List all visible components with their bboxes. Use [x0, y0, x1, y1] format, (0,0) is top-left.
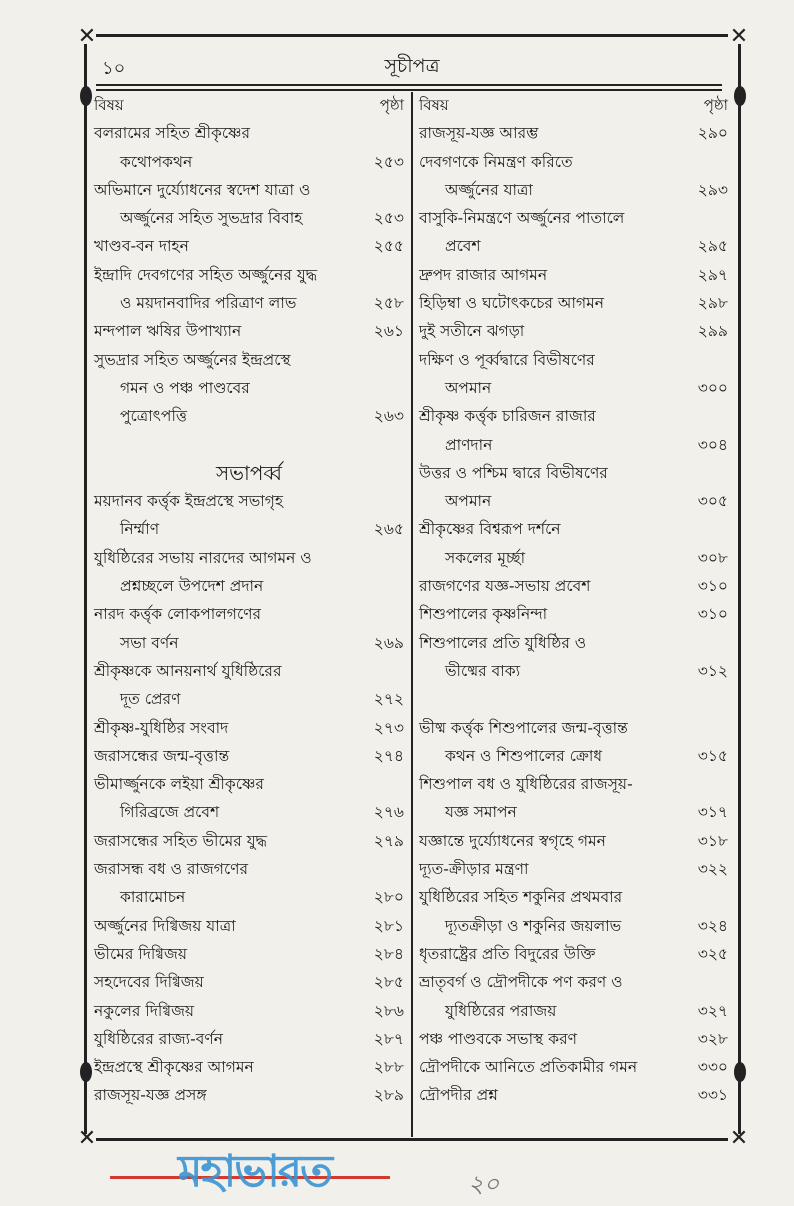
entry-title: রাজগণের যজ্ঞ-সভায় প্রবেশ	[419, 577, 591, 596]
entry-page-number: ২৯৫	[697, 237, 728, 256]
contents-entry	[92, 1053, 406, 1081]
handwritten-page-note: ২০	[468, 1170, 500, 1198]
entry-title: ভ্রাতৃবর্গ ও দ্রৌপদীকে পণ করণ ও	[419, 973, 623, 992]
watermark-logo	[150, 1146, 370, 1200]
entry-title: ইন্দ্রাদি দেবগণের সহিত অর্জ্জুনের যুদ্ধ	[94, 265, 318, 284]
entry-title: শ্রীকৃষ্ণকে আনয়নার্থ যুধিষ্ঠিরের	[94, 661, 282, 680]
entry-page-number: ৩০৫	[697, 492, 728, 511]
entry-title: নকুলের দিগ্বিজয়	[94, 1001, 195, 1020]
border-knob-icon	[80, 1062, 92, 1082]
entry-title: শিশুপালের প্রতি যুধিষ্ঠির ও	[419, 633, 587, 652]
contents-entry	[417, 374, 730, 402]
entry-title: দ্রৌপদীর প্রশ্ন	[419, 1086, 498, 1105]
contents-entry	[92, 119, 406, 147]
entry-title: ভীষ্মের বাক্য	[445, 661, 521, 680]
entry-page-number: ২৮১	[373, 916, 404, 935]
blank-line	[417, 685, 730, 713]
contents-entry	[417, 317, 730, 345]
contents-entry	[417, 1025, 730, 1053]
entry-title: ভীমের দিগ্বিজয়	[94, 944, 188, 963]
contents-entry	[417, 912, 730, 940]
contents-entry	[417, 629, 730, 657]
subject-header: বিষয়	[94, 96, 124, 114]
entry-title: দ্যূত-ক্রীড়ার মন্ত্রণা	[419, 860, 529, 879]
contents-entry	[417, 204, 730, 232]
entry-title: দ্রৌপদীকে আনিতে প্রতিকামীর গমন	[419, 1058, 638, 1077]
contents-entry	[92, 1081, 406, 1109]
subject-header: বিষয়	[419, 96, 449, 114]
contents-entry	[417, 855, 730, 883]
entry-page-number: ২৬৫	[373, 520, 404, 539]
entry-title: কথোপকথন	[120, 152, 193, 171]
entry-page-number: ২৮৫	[373, 973, 404, 992]
entry-page-number: ৩১৭	[697, 803, 728, 822]
entry-title: সুভদ্রার সহিত অর্জ্জুনের ইন্দ্রপ্রস্থে	[94, 350, 291, 369]
entry-page-number: ৩২২	[697, 860, 728, 879]
entry-page-number: ২৮৯	[373, 1086, 404, 1105]
entry-page-number: ২৯৮	[697, 294, 728, 313]
entry-title: জরাসন্ধ বধ ও রাজগণের	[94, 860, 249, 879]
border-bottom	[96, 1138, 728, 1141]
contents-entry	[417, 487, 730, 515]
corner-ornament-icon: ✕	[729, 24, 749, 49]
header-rule	[96, 84, 722, 86]
entry-title: সভাপর্ব্ব	[215, 460, 283, 485]
entry-title: জরাসন্ধের জন্ম-বৃত্তান্ত	[94, 746, 230, 765]
column-header	[417, 91, 730, 119]
entry-page-number: ২৮৪	[373, 944, 404, 963]
section-heading	[92, 459, 406, 487]
entry-page-number: ২৭৯	[373, 831, 404, 850]
entry-title: শিশুপালের কৃষ্ণনিন্দা	[419, 605, 548, 624]
contents-column-right	[417, 91, 730, 1110]
contents-entry	[417, 1053, 730, 1081]
entry-title: শ্রীকৃষ্ণের বিশ্বরূপ দর্শনে	[419, 520, 561, 539]
entry-page-number: ২৭৪	[373, 746, 404, 765]
contents-entry	[92, 855, 406, 883]
contents-entry	[417, 289, 730, 317]
blank-line	[92, 431, 406, 459]
entry-title: রাজসূয়-যজ্ঞ প্রসঙ্গ	[94, 1086, 207, 1105]
contents-entry	[92, 770, 406, 798]
entry-page-number: ৩০৪	[697, 435, 728, 454]
entry-page-number: ২৬৯	[373, 633, 404, 652]
contents-entry	[417, 176, 730, 204]
entry-page-number: ৩২৪	[697, 916, 728, 935]
entry-title: যজ্ঞ সমাপন	[445, 803, 517, 822]
entry-title: দেবগণকে নিমন্ত্রণ করিতে	[419, 152, 573, 171]
entry-page-number: ২৯৩	[697, 180, 728, 199]
entry-page-number: ৩২৭	[697, 1001, 728, 1020]
entry-title: বাসুকি-নিমন্ত্রণে অর্জ্জুনের পাতালে	[419, 209, 625, 228]
entry-title: সভা বর্ণন	[120, 633, 179, 652]
contents-entry	[417, 714, 730, 742]
page-title: সূচীপত্র	[384, 55, 440, 77]
contents-entry	[417, 968, 730, 996]
border-right	[738, 44, 741, 1134]
entry-title: উত্তর ও পশ্চিম দ্বারে বিভীষণের	[419, 463, 608, 482]
entry-title: দুই সতীনে ঝগড়া	[419, 322, 525, 341]
watermark-text: মহাভারত	[178, 1146, 332, 1197]
contents-entry	[417, 148, 730, 176]
contents-entry	[92, 572, 406, 600]
entry-page-number: ২৫৫	[373, 237, 404, 256]
contents-column-left	[92, 91, 406, 1110]
contents-entry	[417, 346, 730, 374]
entry-title: শ্রীকৃষ্ণ কর্ত্তৃক চারিজন রাজার	[419, 407, 596, 426]
contents-entry	[92, 346, 406, 374]
entry-page-number: ৩৩০	[697, 1058, 728, 1077]
entry-page-number: ৩০০	[697, 378, 728, 397]
contents-entry	[92, 148, 406, 176]
contents-entry	[417, 431, 730, 459]
contents-entry	[417, 742, 730, 770]
contents-entry	[92, 883, 406, 911]
contents-entry	[92, 204, 406, 232]
contents-entry	[92, 997, 406, 1025]
contents-entry	[92, 1025, 406, 1053]
contents-entry	[417, 544, 730, 572]
entry-title: নারদ কর্ত্তৃক লোকপালগণের	[94, 605, 262, 624]
contents-entry	[92, 176, 406, 204]
border-top	[96, 34, 728, 37]
entry-page-number: ৩২৮	[697, 1029, 728, 1048]
contents-entry	[92, 742, 406, 770]
contents-entry	[417, 459, 730, 487]
entry-title: অর্জ্জুনের দিগ্বিজয় যাত্রা	[94, 916, 236, 935]
entry-page-number: ২৭২	[373, 690, 404, 709]
entry-title: প্রাণদান	[445, 435, 493, 454]
entry-page-number: ২৭৩	[373, 718, 404, 737]
entry-title: সকলের মূর্চ্ছা	[445, 548, 526, 567]
entry-title: অভিমানে দুর্য্যোধনের স্বদেশ যাত্রা ও	[94, 180, 311, 199]
entry-page-number: ২৫৩	[373, 209, 404, 228]
entry-title: যুধিষ্ঠিরের রাজ্য-বর্ণন	[94, 1029, 224, 1048]
contents-entry	[92, 232, 406, 260]
entry-title: গিরিব্রজে প্রবেশ	[120, 803, 220, 822]
contents-entry	[417, 997, 730, 1025]
column-header	[92, 91, 406, 119]
entry-page-number: ২৬৩	[373, 407, 404, 426]
entry-title: ময়দানব কর্ত্তৃক ইন্দ্রপ্রস্থে সভাগৃহ	[94, 492, 284, 511]
entry-title: ভীষ্ম কর্ত্তৃক শিশুপালের জন্ম-বৃত্তান্ত	[419, 718, 628, 737]
contents-entry	[92, 714, 406, 742]
entry-title: রাজসূয়-যজ্ঞ আরম্ভ	[419, 124, 539, 143]
contents-entry	[92, 261, 406, 289]
entry-page-number: ২৯০	[697, 124, 728, 143]
contents-entry	[92, 798, 406, 826]
contents-entry	[417, 798, 730, 826]
entry-title: প্রশ্নচ্ছলে উপদেশ প্রদান	[120, 577, 264, 596]
contents-entry	[92, 487, 406, 515]
entry-page-number: ৩৩১	[697, 1086, 728, 1105]
contents-entry	[417, 883, 730, 911]
contents-entry	[417, 657, 730, 685]
contents-entry	[417, 572, 730, 600]
contents-entry	[92, 685, 406, 713]
entry-title: কথন ও শিশুপালের ক্রোধ	[445, 746, 603, 765]
entry-title: গমন ও পঞ্চ পাণ্ডবের	[120, 378, 250, 397]
contents-entry	[417, 940, 730, 968]
entry-title: ভীমার্জ্জুনকে লইয়া শ্রীকৃষ্ণের	[94, 775, 264, 794]
entry-title: দক্ষিণ ও পূর্ব্বদ্বারে বিভীষণের	[419, 350, 595, 369]
entry-page-number: ২৯৭	[697, 265, 728, 284]
entry-title: জরাসন্ধের সহিত ভীমের যুদ্ধ	[94, 831, 268, 850]
entry-page-number: ৩২৫	[697, 944, 728, 963]
entry-title: ধৃতরাষ্ট্রের প্রতি বিদুরের উক্তি	[419, 944, 596, 963]
contents-entry	[92, 629, 406, 657]
entry-title: ও ময়দানবাদির পরিত্রাণ লাভ	[120, 294, 297, 313]
entry-title: দূত প্রেরণ	[120, 690, 181, 709]
contents-entry	[417, 232, 730, 260]
entry-title: পঞ্চ পাণ্ডবকে সভাস্থ করণ	[419, 1029, 577, 1048]
contents-entry	[92, 317, 406, 345]
contents-entry	[92, 657, 406, 685]
entry-title: যুধিষ্ঠিরের সহিত শকুনির প্রথমবার	[419, 888, 623, 907]
entry-title: দ্যূতক্রীড়া ও শকুনির জয়লাভ	[445, 916, 622, 935]
entry-title: পুত্রোৎপত্তি	[120, 407, 187, 426]
entry-title: অপমান	[445, 492, 492, 511]
entry-page-number: ৩১৫	[697, 746, 728, 765]
entry-page-number: ২৮০	[373, 888, 404, 907]
entry-title: বলরামের সহিত শ্রীকৃষ্ণের	[94, 124, 251, 143]
border-knob-icon	[734, 86, 746, 106]
contents-entry	[92, 374, 406, 402]
border-left	[84, 44, 87, 1134]
page-header-label: পৃষ্ঠা	[703, 96, 728, 114]
entry-title: অর্জ্জুনের যাত্রা	[445, 180, 533, 199]
entry-title: দ্রুপদ রাজার আগমন	[419, 265, 548, 284]
entry-page-number: ২৯৯	[697, 322, 728, 341]
contents-entry	[92, 515, 406, 543]
entry-page-number: ৩০৮	[697, 548, 728, 567]
column-divider	[411, 92, 413, 1137]
entry-title: খাণ্ডব-বন দাহন	[94, 237, 189, 256]
page-header-label: পৃষ্ঠা	[379, 96, 404, 114]
entry-title: কারামোচন	[120, 888, 186, 907]
corner-ornament-icon: ✕	[729, 1126, 749, 1151]
contents-entry	[417, 827, 730, 855]
entry-title: সহদেবের দিগ্বিজয়	[94, 973, 204, 992]
entry-page-number: ৩১০	[697, 605, 728, 624]
entry-page-number: ৩১২	[697, 661, 728, 680]
entry-title: ইন্দ্রপ্রস্থে শ্রীকৃষ্ণের আগমন	[94, 1058, 254, 1077]
entry-page-number: ২৮৬	[373, 1001, 404, 1020]
entry-page-number: ২৫৩	[373, 152, 404, 171]
entry-title: প্রবেশ	[445, 237, 481, 256]
entry-title: যুধিষ্ঠিরের সভায় নারদের আগমন ও	[94, 548, 312, 567]
entry-title: যুধিষ্ঠিরের পরাজয়	[445, 1001, 557, 1020]
entry-title: নির্ম্মাণ	[120, 520, 160, 539]
contents-entry	[92, 940, 406, 968]
page-header	[96, 52, 728, 82]
contents-entry	[92, 402, 406, 430]
corner-ornament-icon: ✕	[77, 1126, 97, 1151]
contents-entry	[92, 600, 406, 628]
contents-entry	[92, 544, 406, 572]
entry-title: মন্দপাল ঋষির উপাখ্যান	[94, 322, 242, 341]
entry-page-number: ৩১৮	[697, 831, 728, 850]
entry-page-number: ২৭৬	[373, 803, 404, 822]
entry-page-number: ৩১০	[697, 577, 728, 596]
entry-page-number: ২৫৮	[373, 294, 404, 313]
contents-entry	[92, 912, 406, 940]
entry-title: যজ্ঞান্তে দুর্য্যোধনের স্বগৃহে গমন	[419, 831, 606, 850]
entry-title: শ্রীকৃষ্ণ-যুধিষ্ঠির সংবাদ	[94, 718, 229, 737]
border-knob-icon	[80, 86, 92, 106]
contents-entry	[417, 600, 730, 628]
contents-entry	[417, 1081, 730, 1109]
contents-entry	[417, 402, 730, 430]
entry-page-number: ২৮৭	[373, 1029, 404, 1048]
contents-entry	[417, 261, 730, 289]
entry-page-number: ২৮৮	[373, 1058, 404, 1077]
entry-title: অপমান	[445, 378, 492, 397]
corner-ornament-icon: ✕	[77, 24, 97, 49]
contents-entry	[417, 119, 730, 147]
contents-entry	[417, 770, 730, 798]
entry-title: অর্জ্জুনের সহিত সুভদ্রার বিবাহ	[120, 209, 303, 228]
contents-entry	[92, 289, 406, 317]
contents-entry	[92, 968, 406, 996]
entry-title: শিশুপাল বধ ও যুধিষ্ঠিরের রাজসূয়-	[419, 775, 633, 794]
contents-entry	[417, 515, 730, 543]
entry-title: হিড়িম্বা ও ঘটোৎকচের আগমন	[419, 294, 604, 313]
contents-entry	[92, 827, 406, 855]
page-number: ১০	[102, 58, 126, 79]
entry-page-number: ২৬১	[373, 322, 404, 341]
border-knob-icon	[734, 1062, 746, 1082]
